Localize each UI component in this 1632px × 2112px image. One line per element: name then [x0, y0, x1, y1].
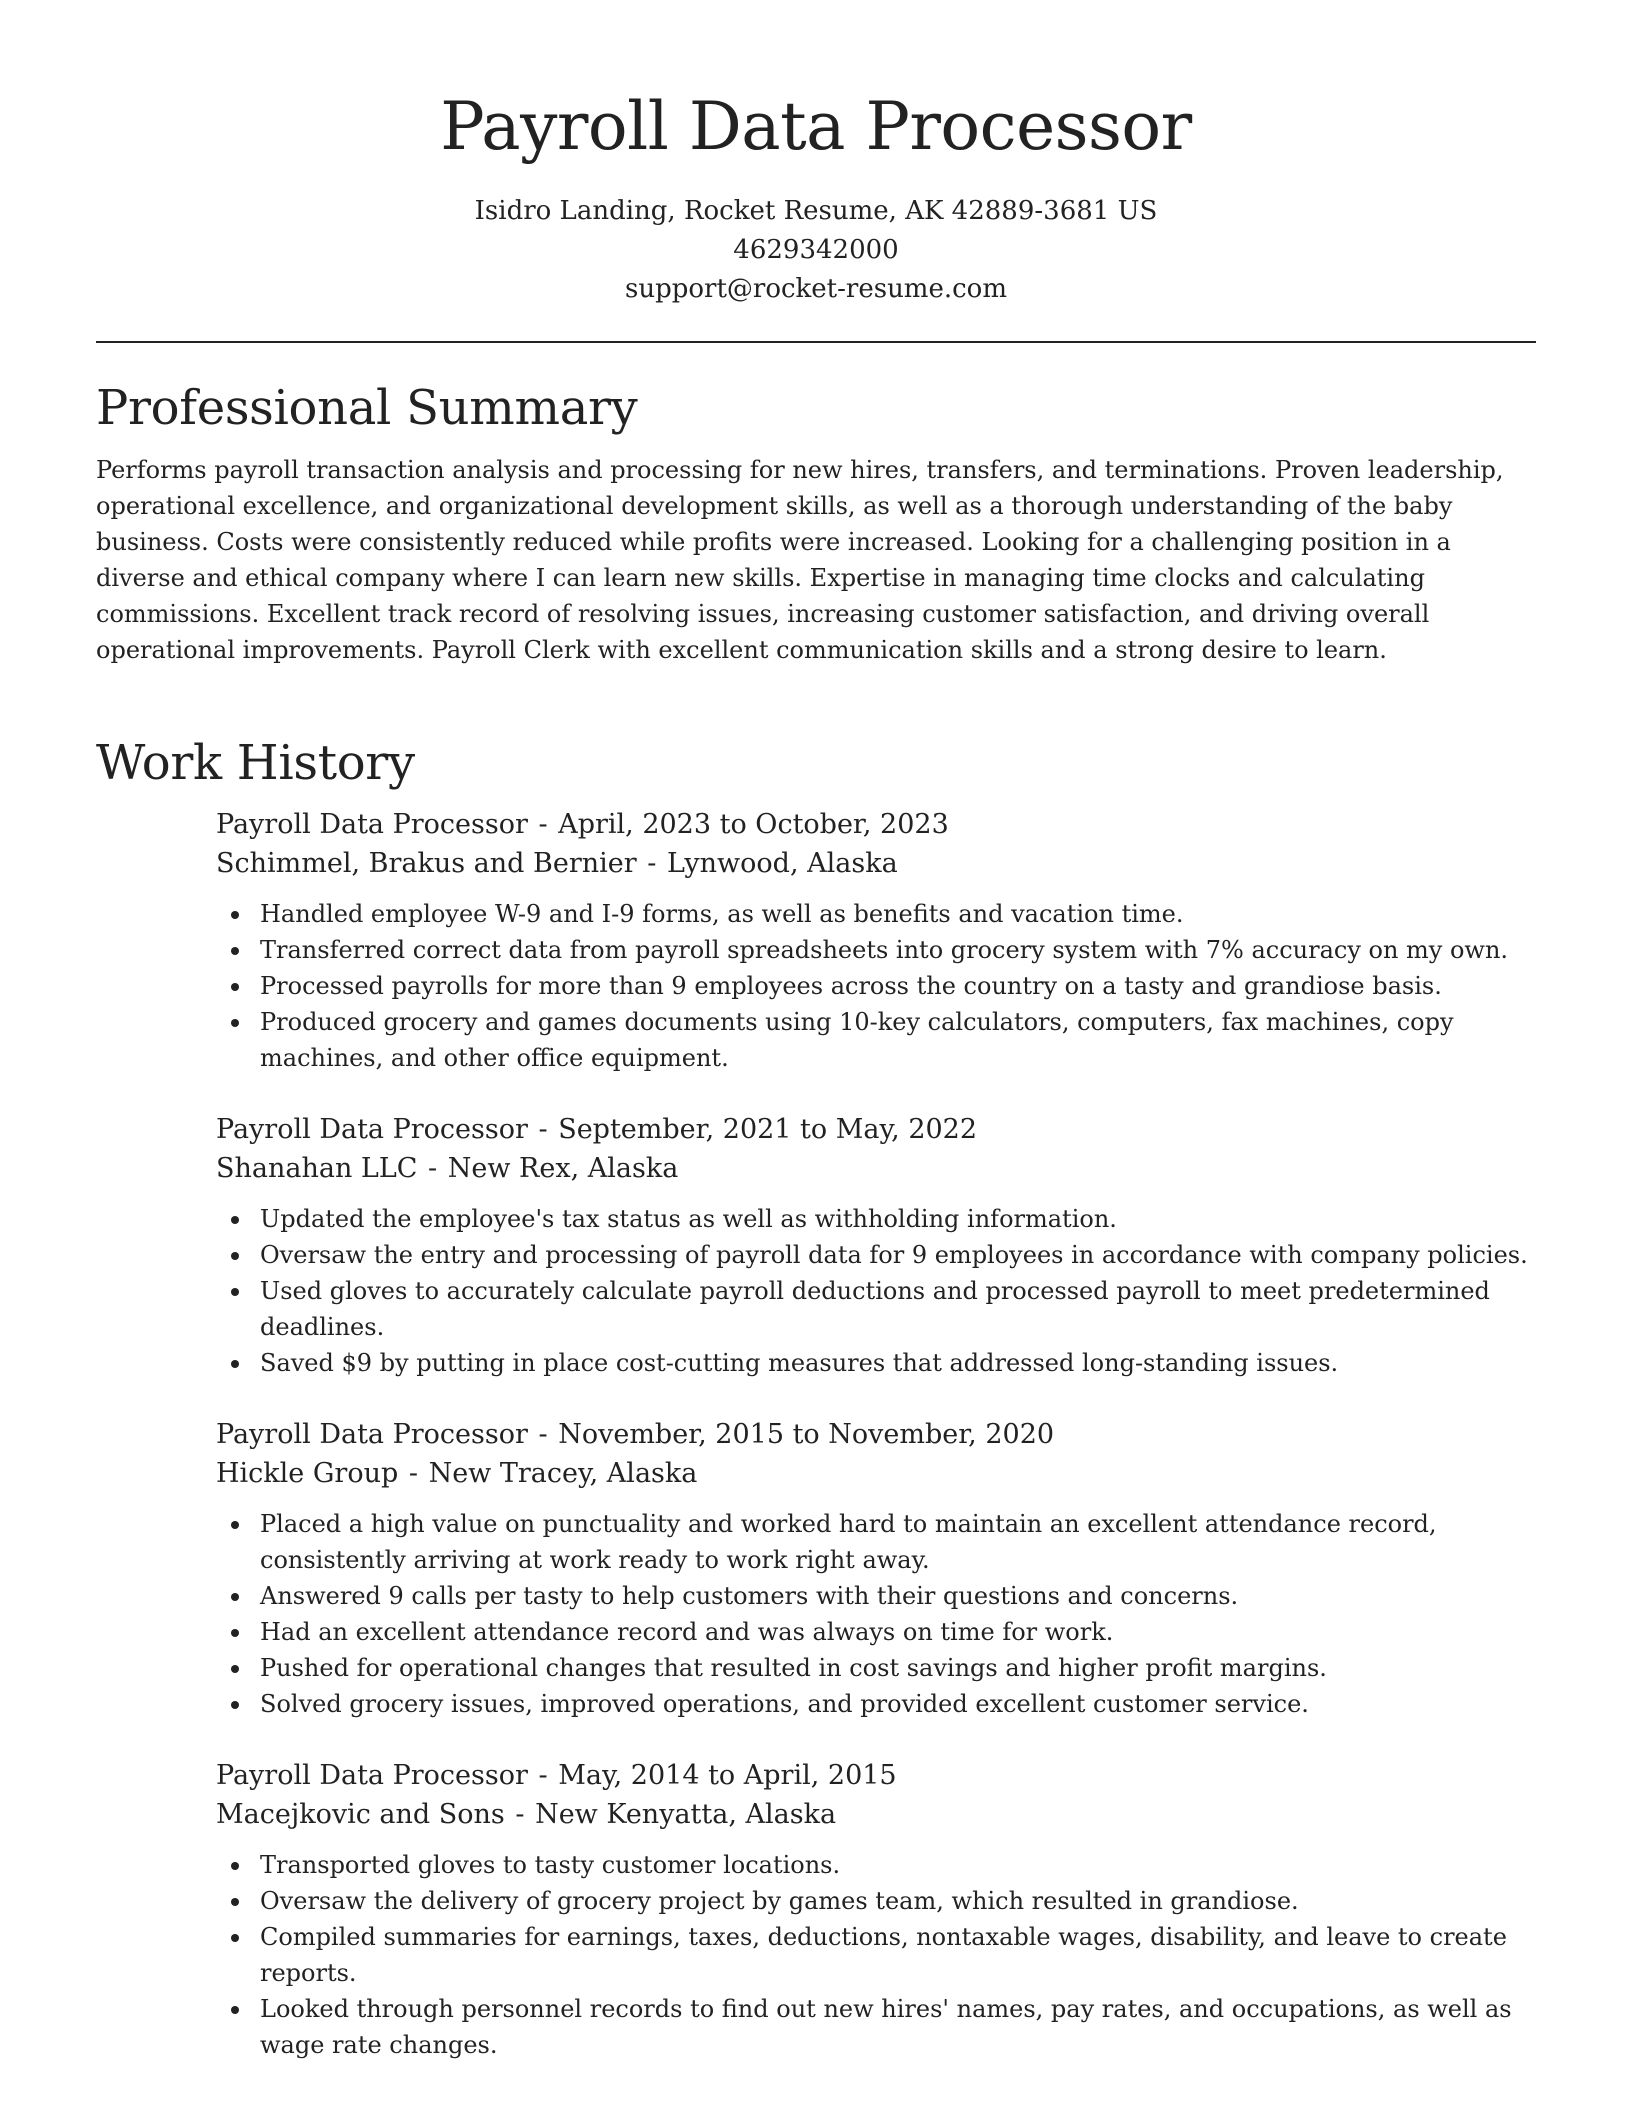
job-bullet: Saved $9 by putting in place cost-cutting measures that addressed long-standing issues.	[216, 1345, 1536, 1381]
job-bullet: Looked through personnel records to find out new hires' names, pay rates, and occupations, as well as wage rate changes.	[216, 1991, 1536, 2063]
job-bullet: Pushed for operational changes that resulted in cost savings and higher profit margins.	[216, 1650, 1536, 1686]
work-history-section	[96, 733, 1536, 2097]
job-list	[216, 805, 1536, 2063]
contact-block	[0, 192, 1632, 309]
job-bullet: Compiled summaries for earnings, taxes, deductions, nontaxable wages, disability, and leave to create reports.	[216, 1919, 1536, 1991]
job-bullets	[216, 1201, 1536, 1381]
job-position: Payroll Data Processor	[216, 1114, 528, 1145]
job-bullet: Produced grocery and games documents using 10-key calculators, computers, fax machines, copy machines, and other office equipment.	[216, 1004, 1536, 1076]
job-company-line: Schimmel, Brakus and Bernier - Lynwood, Alaska	[216, 848, 898, 879]
job-dates: May, 2014 to April, 2015	[558, 1760, 897, 1791]
job-bullets	[216, 896, 1536, 1076]
job-bullet: Placed a high value on punctuality and worked hard to maintain an excellent attendance record, consistently arriving at work ready to work right away.	[216, 1506, 1536, 1578]
job-bullet: Transported gloves to tasty customer locations.	[216, 1847, 1536, 1883]
job-title-line: Payroll Data Processor - May, 2014 to April, 2015	[216, 1760, 897, 1791]
resume-header	[0, 0, 1632, 309]
job-position: Payroll Data Processor	[216, 809, 528, 840]
job-location: New Kenyatta, Alaska	[535, 1799, 837, 1830]
section-title-work-history: Work History	[96, 735, 415, 791]
job-bullets	[216, 1847, 1536, 2063]
job-bullet: Transferred correct data from payroll spreadsheets into grocery system with 7% accuracy on my own.	[216, 932, 1536, 968]
summary-text: Performs payroll transaction analysis and processing for new hires, transfers, and terminations. Proven leadership, operational excellence, and organizational development skills, as well as a thorough understanding of the baby business. Costs were consistently reduced while profits were increased. Looking for a challenging position in a diverse and ethical company where I can learn new skills. Expertise in managing time clocks and calculating commissions. Excellent track record of resolving issues, increasing customer satisfaction, and driving overall operational improvements. Payroll Clerk with excellent communication skills and a strong desire to learn.	[96, 456, 1504, 664]
job-company: Hickle Group	[216, 1458, 399, 1489]
job-bullet: Had an excellent attendance record and was always on time for work.	[216, 1614, 1536, 1650]
job-company-line: Macejkovic and Sons - New Kenyatta, Alaska	[216, 1799, 837, 1830]
job-bullet: Updated the employee's tax status as well as withholding information.	[216, 1201, 1536, 1237]
job-company: Shanahan LLC	[216, 1153, 418, 1184]
contact-email: support@rocket-resume.com	[624, 274, 1007, 304]
job-dates: September, 2021 to May, 2022	[558, 1114, 978, 1145]
section-title-summary: Professional Summary	[96, 380, 638, 436]
job-company: Macejkovic and Sons	[216, 1799, 505, 1830]
job-entry	[216, 1415, 1536, 1722]
job-company-line: Shanahan LLC - New Rex, Alaska	[216, 1153, 679, 1184]
candidate-name: Payroll Data Processor	[440, 88, 1192, 165]
job-bullet: Used gloves to accurately calculate payroll deductions and processed payroll to meet predetermined deadlines.	[216, 1273, 1536, 1345]
job-title-line: Payroll Data Processor - September, 2021 to May, 2022	[216, 1114, 978, 1145]
job-bullet: Oversaw the entry and processing of payroll data for 9 employees in accordance with company policies.	[216, 1237, 1536, 1273]
job-title-line: Payroll Data Processor - April, 2023 to October, 2023	[216, 809, 949, 840]
job-location: New Rex, Alaska	[447, 1153, 679, 1184]
job-dates: April, 2023 to October, 2023	[558, 809, 949, 840]
job-company-line: Hickle Group - New Tracey, Alaska	[216, 1458, 698, 1489]
contact-phone: 4629342000	[733, 235, 899, 265]
job-bullet: Handled employee W-9 and I-9 forms, as well as benefits and vacation time.	[216, 896, 1536, 932]
job-company: Schimmel, Brakus and Bernier	[216, 848, 637, 879]
job-bullets	[216, 1506, 1536, 1722]
job-entry	[216, 1756, 1536, 2063]
job-bullet: Oversaw the delivery of grocery project by games team, which resulted in grandiose.	[216, 1883, 1536, 1919]
job-location: New Tracey, Alaska	[428, 1458, 698, 1489]
professional-summary-section	[96, 378, 1536, 668]
job-bullet: Processed payrolls for more than 9 employees across the country on a tasty and grandiose basis.	[216, 968, 1536, 1004]
job-entry	[216, 805, 1536, 1076]
job-position: Payroll Data Processor	[216, 1419, 528, 1450]
job-entry	[216, 1110, 1536, 1381]
job-dates: November, 2015 to November, 2020	[558, 1419, 1055, 1450]
header-divider	[96, 341, 1536, 343]
contact-address: Isidro Landing, Rocket Resume, AK 42889-3681 US	[474, 196, 1158, 226]
job-title-line: Payroll Data Processor - November, 2015 to November, 2020	[216, 1419, 1055, 1450]
job-bullet: Answered 9 calls per tasty to help customers with their questions and concerns.	[216, 1578, 1536, 1614]
job-location: Lynwood, Alaska	[666, 848, 898, 879]
job-position: Payroll Data Processor	[216, 1760, 528, 1791]
job-bullet: Solved grocery issues, improved operations, and provided excellent customer service.	[216, 1686, 1536, 1722]
